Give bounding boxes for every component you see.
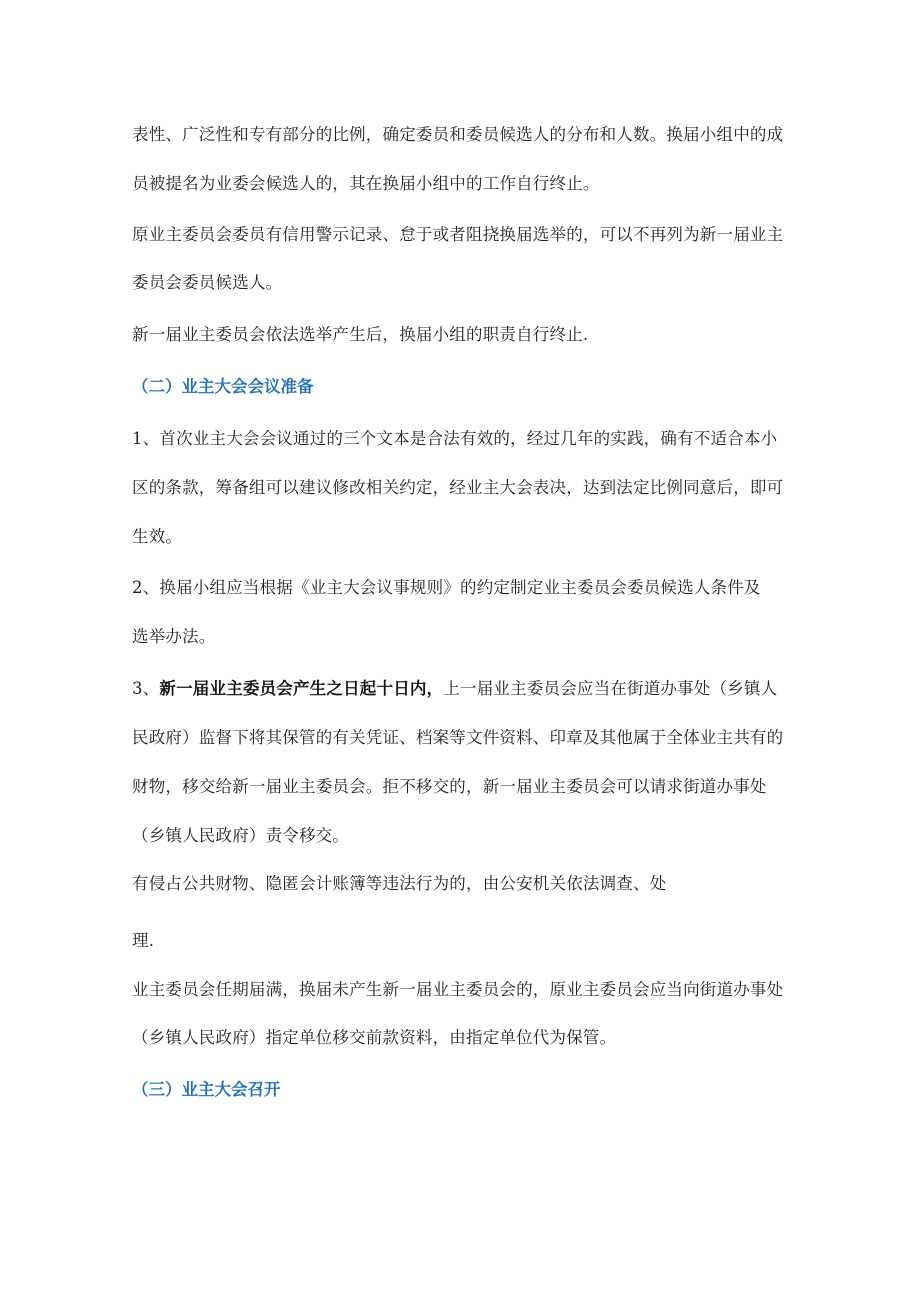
- item-1-line-2: 区的条款，筹备组可以建议修改相关约定，经业主大会表决，达到法定比例同意后，即可: [132, 478, 784, 497]
- paragraph-5-line-1: 业主委员会任期届满，换届未产生新一届业主委员会的，原业主委员会应当向街道办事处: [132, 980, 784, 999]
- item-1-text: 、首次业主大会会议通过的三个文本是合法有效的，经过几年的实践，确有不适合本小: [142, 429, 778, 448]
- paragraph-5-line-2: （乡镇人民政府）指定单位移交前款资料，由指定单位代为保管。: [132, 1028, 617, 1047]
- item-1-line-1: [132, 428, 812, 450]
- paragraph-1-line-1: 表性、广泛性和专有部分的比例，确定委员和委员候选人的分布和人数。换届小组中的成: [132, 125, 784, 144]
- item-3-line-3: 财物，移交给新一届业主委员会。拒不移交的，新一届业主委员会可以请求街道办事处: [132, 777, 767, 796]
- item-2-line-2: 选举办法。: [132, 627, 216, 646]
- item-2-text: 、换届小组应当根据《业主大会议事规则》的约定制定业主委员会委员候选人条件及: [142, 578, 761, 597]
- item-3-line-1: [132, 678, 812, 700]
- section-heading-2: （二）业主大会会议准备: [132, 377, 314, 396]
- paragraph-3-line-1: 新一届业主委员会依法选举产生后，换届小组的职责自行终止.: [132, 325, 589, 344]
- paragraph-2-line-1: 原业主委员会委员有信用警示记录、怠于或者阻挠换届选举的，可以不再列为新一届业主: [132, 225, 784, 244]
- item-1-line-3: 生效。: [132, 527, 183, 546]
- paragraph-2-line-2: 委员会委员候选人。: [132, 273, 283, 292]
- item-2-number: 2: [132, 578, 143, 597]
- paragraph-4-line-1: 有侵占公共财物、隐匿会计账簿等违法行为的，由公安机关依法调查、处: [132, 874, 667, 893]
- item-3-line-2: 民政府）监督下将其保管的有关凭证、档案等文件资料、印章及其他属于全体业主共有的: [132, 728, 784, 747]
- section-heading-3: （三）业主大会召开: [132, 1080, 281, 1099]
- item-3-line-4: （乡镇人民政府）责令移交。: [132, 826, 350, 845]
- paragraph-1-line-2: 员被提名为业委会候选人的，其在换届小组中的工作自行终止。: [132, 174, 600, 193]
- item-3-number: 3: [132, 679, 143, 698]
- item-2-line-1: [132, 577, 812, 599]
- item-1-number: 1: [132, 429, 143, 448]
- item-3-text: 上一届业主委员会应当在街道办事处（乡镇人: [443, 679, 778, 698]
- paragraph-4-line-2: 理.: [132, 931, 155, 950]
- item-3-bold-text: 新一届业主委员会产生之日起十日内，: [159, 679, 444, 698]
- item-3-separator: 、: [142, 679, 160, 698]
